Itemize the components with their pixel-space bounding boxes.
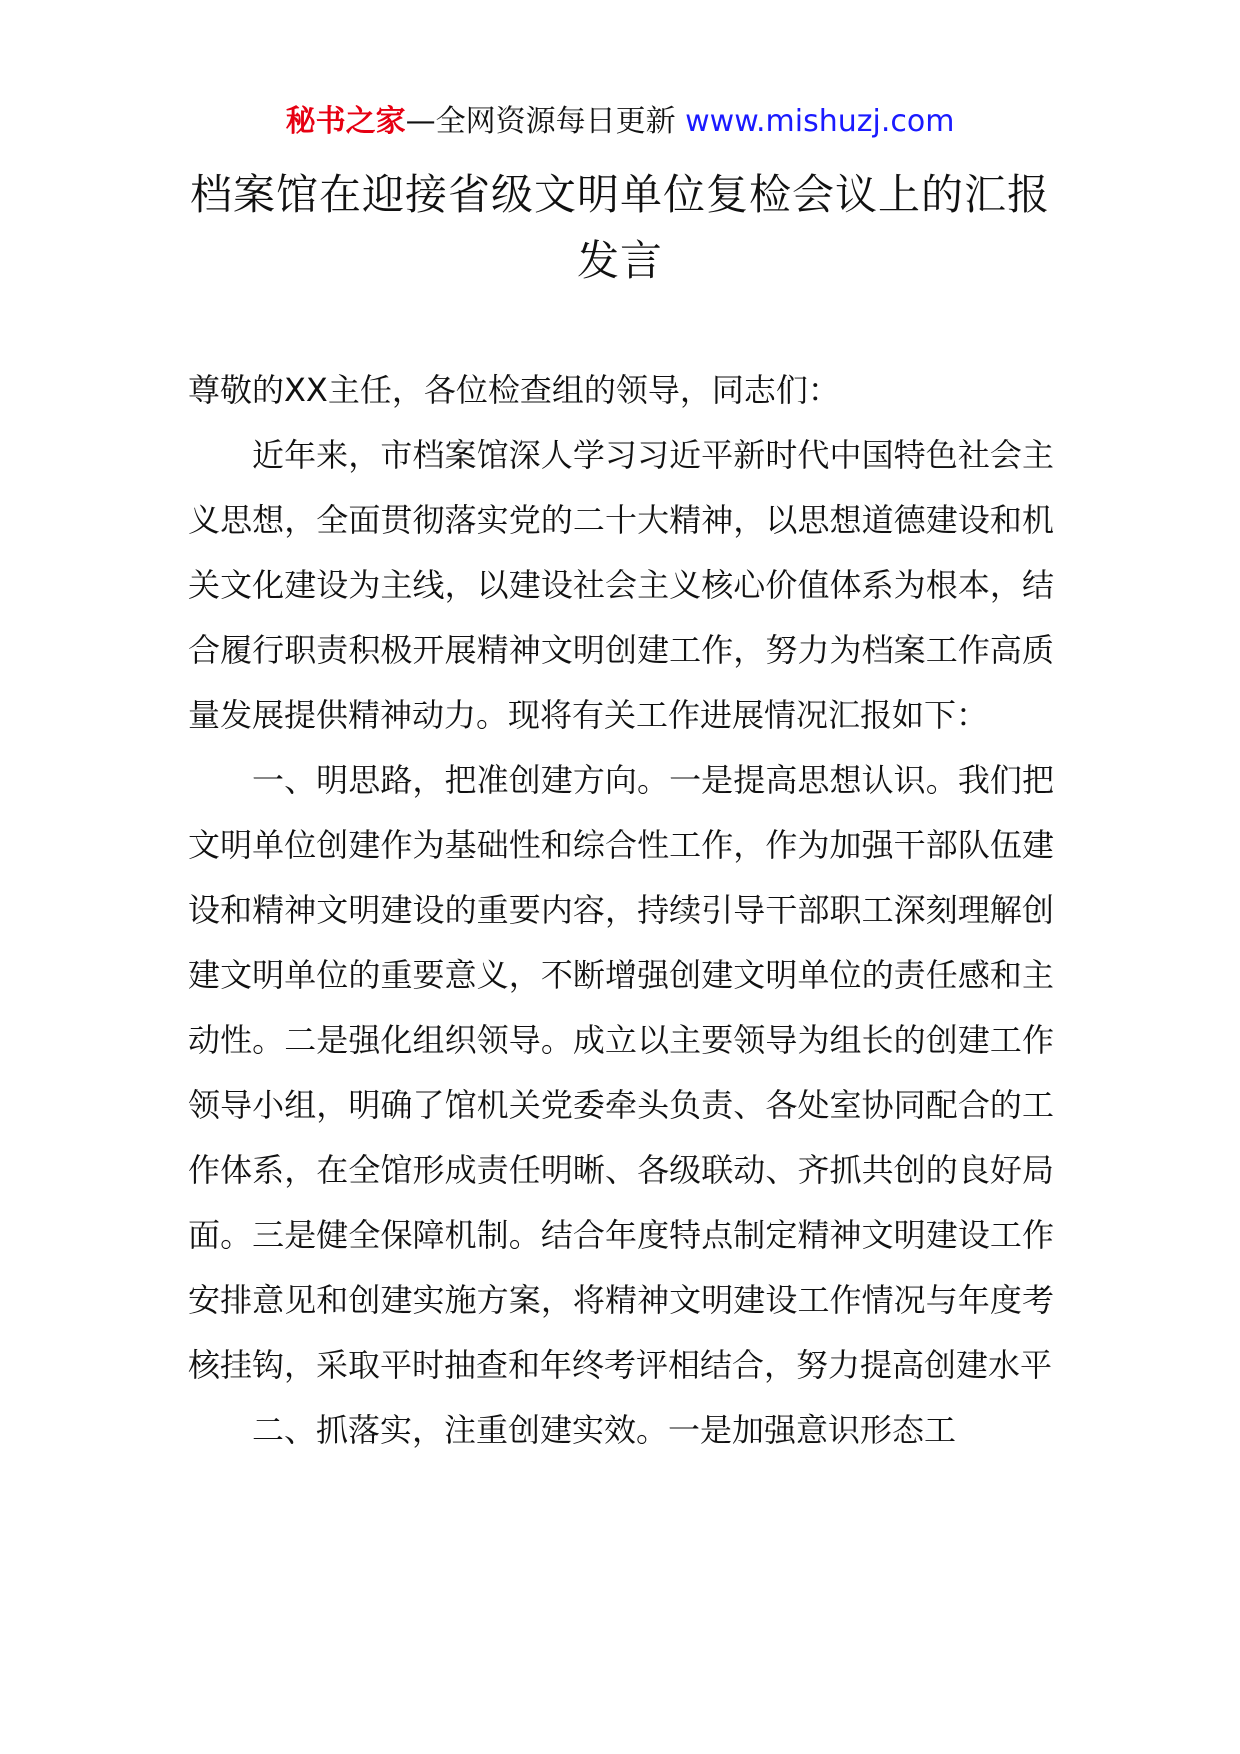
document-title — [150, 162, 1090, 294]
site-url-link[interactable]: www.mishuzj.com — [685, 104, 955, 139]
paragraph-intro: 近年来，市档案馆深人学习习近平新时代中国特色社会主义思想，全面贯彻落实党的二十大精神，以思想道德建设和机关文化建设为主线，以建设社会主义核心价值体系为根本，结合履行职责积极开展精神文明创建工作，努力为档案工作高质量发展提供精神动力。现将有关工作进展情况汇报如下： — [188, 436, 1054, 734]
title-line-2: 发言 — [576, 236, 663, 285]
document-body — [188, 358, 1054, 1463]
header-tagline: —全网资源每日更新 — [405, 104, 686, 139]
salutation: 尊敬的XX主任，各位检查组的领导，同志们： — [188, 371, 840, 409]
title-line-1: 档案馆在迎接省级文明单位复检会议上的汇报 — [189, 170, 1050, 219]
paragraph-section-2: 二、抓落实，注重创建实效。一是加强意识形态工 — [252, 1411, 957, 1449]
brand-name: 秘书之家 — [285, 104, 406, 139]
watermark-header — [0, 100, 1240, 144]
paragraph-section-1: 一、明思路，把准创建方向。一是提高思想认识。我们把文明单位创建作为基础性和综合性工作，作为加强干部队伍建设和精神文明建设的重要内容，持续引导干部职工深刻理解创建文明单位的重要意义，不断增强创建文明单位的责任感和主动性。二是强化组织领导。成立以主要领导为组长的创建工作领导小组，明确了馆机关党委牵头负责、各处室协同配合的工作体系，在全馆形成责任明晰、各级联动、齐抓共创的良好局面。三是健全保障机制。结合年度特点制定精神文明建设工作安排意见和创建实施方案，将精神文明建设工作情况与年度考核挂钩，采取平时抽查和年终考评相结合，努力提高创建水平 — [188, 761, 1054, 1384]
